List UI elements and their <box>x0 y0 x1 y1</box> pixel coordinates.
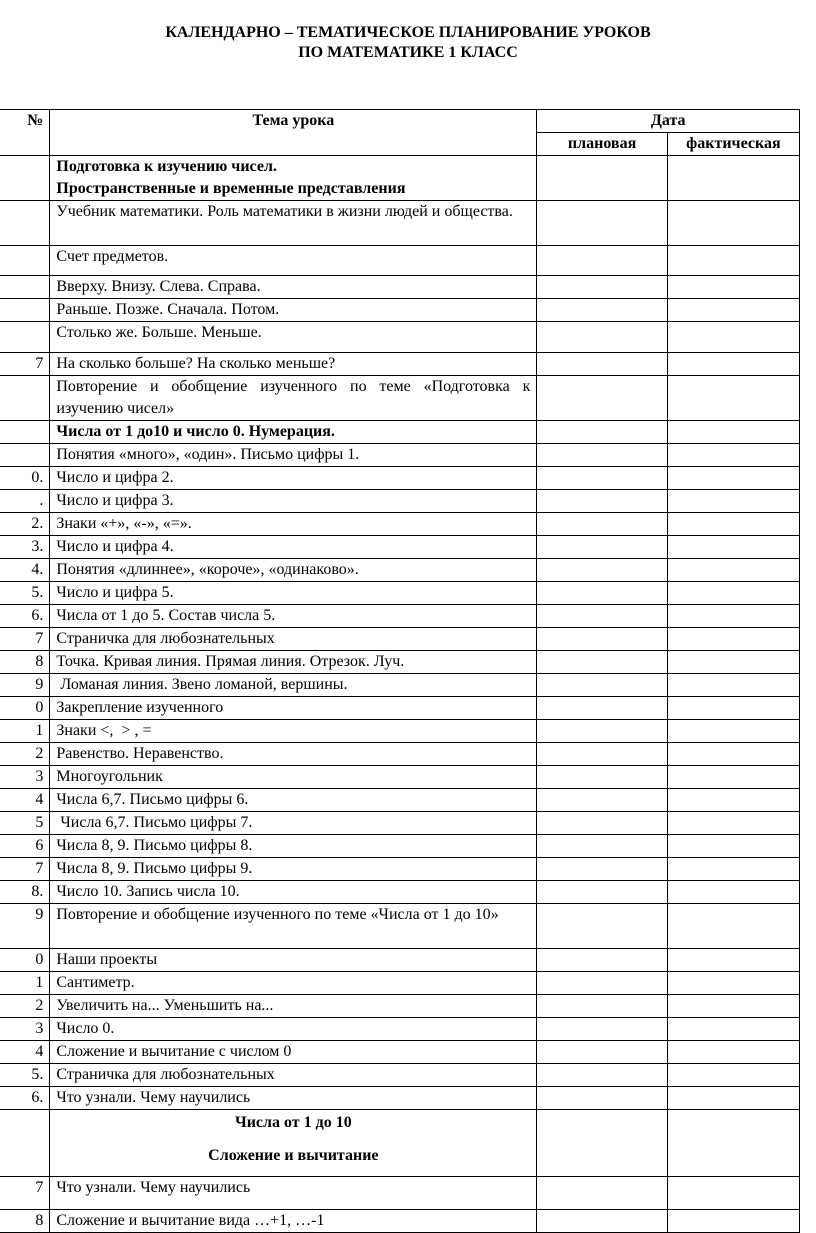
row-num <box>0 246 50 276</box>
table-row <box>0 1018 800 1041</box>
row-topic: Повторение и обобщение изученного по теме «Числа от 1 до 10» <box>50 904 537 949</box>
row-topic: Сантиметр. <box>50 972 537 995</box>
planned-date-cell <box>537 376 667 421</box>
table-row <box>0 1210 800 1233</box>
planned-date-cell <box>537 536 667 559</box>
table-row <box>0 1177 800 1210</box>
table-row <box>0 949 800 972</box>
actual-date-cell <box>667 972 799 995</box>
actual-date-cell <box>667 697 799 720</box>
table-row <box>0 467 800 490</box>
table-row <box>0 353 800 376</box>
row-topic: Понятия «длиннее», «короче», «одинаково». <box>50 559 537 582</box>
actual-date-cell <box>667 949 799 972</box>
actual-date-cell <box>667 246 799 276</box>
actual-date-cell <box>667 720 799 743</box>
table-row <box>0 651 800 674</box>
lesson-plan-table <box>0 109 800 1233</box>
row-topic: Вверху. Внизу. Слева. Справа. <box>50 276 537 299</box>
table-row <box>0 789 800 812</box>
planned-date-cell <box>537 299 667 322</box>
planned-date-cell <box>537 1064 667 1087</box>
planned-date-cell <box>537 353 667 376</box>
row-num <box>0 1110 50 1177</box>
row-topic: Столько же. Больше. Меньше. <box>50 322 537 353</box>
planned-date-cell <box>537 276 667 299</box>
page-title: КАЛЕНДАРНО – ТЕМАТИЧЕСКОЕ ПЛАНИРОВАНИЕ УРОКОВ <box>165 24 651 41</box>
section-subheading: Сложение и вычитание <box>208 1147 379 1164</box>
row-topic: Число 10. Запись числа 10. <box>50 881 537 904</box>
row-topic: Сложение и вычитание с числом 0 <box>50 1041 537 1064</box>
table-row <box>0 513 800 536</box>
actual-date-cell <box>667 835 799 858</box>
planned-date-cell <box>537 1110 667 1177</box>
planned-date-cell <box>537 467 667 490</box>
header-num: № <box>0 110 50 156</box>
table-row <box>0 995 800 1018</box>
section-heading: Числа от 1 до 10 <box>234 1114 352 1131</box>
actual-date-cell <box>667 376 799 421</box>
table-row <box>0 881 800 904</box>
row-topic: Числа 6,7. Письмо цифры 6. <box>50 789 537 812</box>
row-num: 2. <box>0 513 50 536</box>
planned-date-cell <box>537 858 667 881</box>
row-num: 7 <box>0 353 50 376</box>
row-num: 0 <box>0 697 50 720</box>
planned-date-cell <box>537 513 667 536</box>
actual-date-cell <box>667 881 799 904</box>
actual-date-cell <box>667 1177 799 1210</box>
planned-date-cell <box>537 1210 667 1233</box>
actual-date-cell <box>667 651 799 674</box>
row-topic: Знаки <, > , = <box>50 720 537 743</box>
row-num <box>0 322 50 353</box>
row-num: 1 <box>0 972 50 995</box>
actual-date-cell <box>667 322 799 353</box>
actual-date-cell <box>667 353 799 376</box>
table-row <box>0 720 800 743</box>
planned-date-cell <box>537 156 667 201</box>
table-row <box>0 835 800 858</box>
table-row <box>0 743 800 766</box>
actual-date-cell <box>667 1064 799 1087</box>
row-topic: Число 0. <box>50 1018 537 1041</box>
planned-date-cell <box>537 322 667 353</box>
planned-date-cell <box>537 812 667 835</box>
actual-date-cell <box>667 513 799 536</box>
row-num: 1 <box>0 720 50 743</box>
actual-date-cell <box>667 766 799 789</box>
row-topic: Ломаная линия. Звено ломаной, вершины. <box>50 674 537 697</box>
table-row <box>0 674 800 697</box>
table-row <box>0 201 800 246</box>
table-row <box>0 582 800 605</box>
actual-date-cell <box>667 1018 799 1041</box>
row-topic: На сколько больше? На сколько меньше? <box>50 353 537 376</box>
section-heading: Числа от 1 до10 и число 0. Нумерация. <box>50 421 537 444</box>
row-num: 0. <box>0 467 50 490</box>
planned-date-cell <box>537 559 667 582</box>
actual-date-cell <box>667 467 799 490</box>
planned-date-cell <box>537 1087 667 1110</box>
table-row <box>0 421 800 444</box>
table-row <box>0 276 800 299</box>
row-num: 8. <box>0 881 50 904</box>
planned-date-cell <box>537 720 667 743</box>
table-row <box>0 697 800 720</box>
planned-date-cell <box>537 1018 667 1041</box>
actual-date-cell <box>667 201 799 246</box>
header-actual: фактическая <box>667 133 799 156</box>
table-row <box>0 1041 800 1064</box>
actual-date-cell <box>667 628 799 651</box>
row-topic: Точка. Кривая линия. Прямая линия. Отрезок. Луч. <box>50 651 537 674</box>
actual-date-cell <box>667 995 799 1018</box>
table-row <box>0 1064 800 1087</box>
row-topic: Что узнали. Чему научились <box>50 1177 537 1210</box>
table-row <box>0 299 800 322</box>
row-num: 7 <box>0 1177 50 1210</box>
row-num: 7 <box>0 858 50 881</box>
actual-date-cell <box>667 1110 799 1177</box>
row-num: . <box>0 490 50 513</box>
row-num <box>0 299 50 322</box>
row-topic: Увеличить на... Уменьшить на... <box>50 995 537 1018</box>
table-row <box>0 972 800 995</box>
planned-date-cell <box>537 949 667 972</box>
planned-date-cell <box>537 835 667 858</box>
actual-date-cell <box>667 1041 799 1064</box>
header-planned: плановая <box>537 133 667 156</box>
actual-date-cell <box>667 444 799 467</box>
table-row <box>0 904 800 949</box>
actual-date-cell <box>667 299 799 322</box>
planned-date-cell <box>537 1041 667 1064</box>
row-num <box>0 156 50 201</box>
row-num: 5. <box>0 1064 50 1087</box>
section-heading-cell <box>50 1110 537 1177</box>
planned-date-cell <box>537 628 667 651</box>
planned-date-cell <box>537 651 667 674</box>
table-row <box>0 559 800 582</box>
row-num: 6. <box>0 605 50 628</box>
row-topic: Равенство. Неравенство. <box>50 743 537 766</box>
row-num <box>0 444 50 467</box>
header-topic: Тема урока <box>50 110 537 156</box>
row-topic: Многоугольник <box>50 766 537 789</box>
row-topic: Что узнали. Чему научились <box>50 1087 537 1110</box>
planned-date-cell <box>537 490 667 513</box>
row-topic <box>50 156 537 201</box>
actual-date-cell <box>667 605 799 628</box>
row-num: 9 <box>0 674 50 697</box>
planned-date-cell <box>537 1177 667 1210</box>
row-topic: Число и цифра 5. <box>50 582 537 605</box>
table-row <box>0 766 800 789</box>
table-row <box>0 812 800 835</box>
row-topic: Наши проекты <box>50 949 537 972</box>
actual-date-cell <box>667 490 799 513</box>
row-num: 4 <box>0 1041 50 1064</box>
row-topic: Числа 8, 9. Письмо цифры 9. <box>50 858 537 881</box>
row-num: 3 <box>0 1018 50 1041</box>
row-topic: Страничка для любознательных <box>50 628 537 651</box>
planned-date-cell <box>537 444 667 467</box>
planned-date-cell <box>537 789 667 812</box>
planned-date-cell <box>537 605 667 628</box>
planned-date-cell <box>537 697 667 720</box>
row-num: 3. <box>0 536 50 559</box>
table-row <box>0 1087 800 1110</box>
row-num: 3 <box>0 766 50 789</box>
header-date: Дата <box>537 110 800 133</box>
row-num: 8 <box>0 1210 50 1233</box>
row-num: 5. <box>0 582 50 605</box>
planned-date-cell <box>537 582 667 605</box>
actual-date-cell <box>667 421 799 444</box>
row-topic: Числа от 1 до 5. Состав числа 5. <box>50 605 537 628</box>
table-row <box>0 376 800 421</box>
row-num: 5 <box>0 812 50 835</box>
table-row <box>0 536 800 559</box>
actual-date-cell <box>667 536 799 559</box>
row-topic: Числа 8, 9. Письмо цифры 8. <box>50 835 537 858</box>
table-row <box>0 444 800 467</box>
row-num: 2 <box>0 995 50 1018</box>
actual-date-cell <box>667 582 799 605</box>
section-heading: Пространственные и временные представления <box>56 180 406 197</box>
row-num: 6 <box>0 835 50 858</box>
page-subtitle: ПО МАТЕМАТИКЕ 1 КЛАСС <box>298 44 518 61</box>
section-heading: Подготовка к изучению чисел. <box>56 158 277 175</box>
row-topic: Число и цифра 4. <box>50 536 537 559</box>
planned-date-cell <box>537 766 667 789</box>
table-row <box>0 156 800 201</box>
row-topic: Раньше. Позже. Сначала. Потом. <box>50 299 537 322</box>
planned-date-cell <box>537 995 667 1018</box>
table-row <box>0 1110 800 1177</box>
actual-date-cell <box>667 743 799 766</box>
actual-date-cell <box>667 674 799 697</box>
planned-date-cell <box>537 743 667 766</box>
actual-date-cell <box>667 812 799 835</box>
row-num: 8 <box>0 651 50 674</box>
row-num: 6. <box>0 1087 50 1110</box>
row-topic: Страничка для любознательных <box>50 1064 537 1087</box>
row-num <box>0 421 50 444</box>
row-topic: Число и цифра 3. <box>50 490 537 513</box>
row-topic: Закрепление изученного <box>50 697 537 720</box>
row-num: 2 <box>0 743 50 766</box>
planned-date-cell <box>537 674 667 697</box>
planned-date-cell <box>537 881 667 904</box>
row-topic: Число и цифра 2. <box>50 467 537 490</box>
table-row <box>0 858 800 881</box>
row-topic: Сложение и вычитание вида …+1, …-1 <box>50 1210 537 1233</box>
actual-date-cell <box>667 789 799 812</box>
actual-date-cell <box>667 904 799 949</box>
row-num: 4 <box>0 789 50 812</box>
table-row <box>0 605 800 628</box>
planned-date-cell <box>537 972 667 995</box>
row-num <box>0 376 50 421</box>
planned-date-cell <box>537 421 667 444</box>
row-topic: Счет предметов. <box>50 246 537 276</box>
actual-date-cell <box>667 156 799 201</box>
row-topic: Понятия «много», «один». Письмо цифры 1. <box>50 444 537 467</box>
row-topic: Знаки «+», «-», «=». <box>50 513 537 536</box>
actual-date-cell <box>667 1087 799 1110</box>
row-topic: Повторение и обобщение изученного по теме «Подготовка к изучению чисел» <box>50 376 537 421</box>
row-num <box>0 276 50 299</box>
row-num: 9 <box>0 904 50 949</box>
table-row <box>0 246 800 276</box>
planned-date-cell <box>537 201 667 246</box>
table-row <box>0 490 800 513</box>
actual-date-cell <box>667 858 799 881</box>
row-topic: Числа 6,7. Письмо цифры 7. <box>50 812 537 835</box>
table-row <box>0 322 800 353</box>
planned-date-cell <box>537 246 667 276</box>
planned-date-cell <box>537 904 667 949</box>
actual-date-cell <box>667 559 799 582</box>
actual-date-cell <box>667 276 799 299</box>
row-num: 7 <box>0 628 50 651</box>
row-topic: Учебник математики. Роль математики в жизни людей и общества. <box>50 201 537 246</box>
row-num <box>0 201 50 246</box>
row-num: 4. <box>0 559 50 582</box>
table-row <box>0 628 800 651</box>
row-num: 0 <box>0 949 50 972</box>
actual-date-cell <box>667 1210 799 1233</box>
